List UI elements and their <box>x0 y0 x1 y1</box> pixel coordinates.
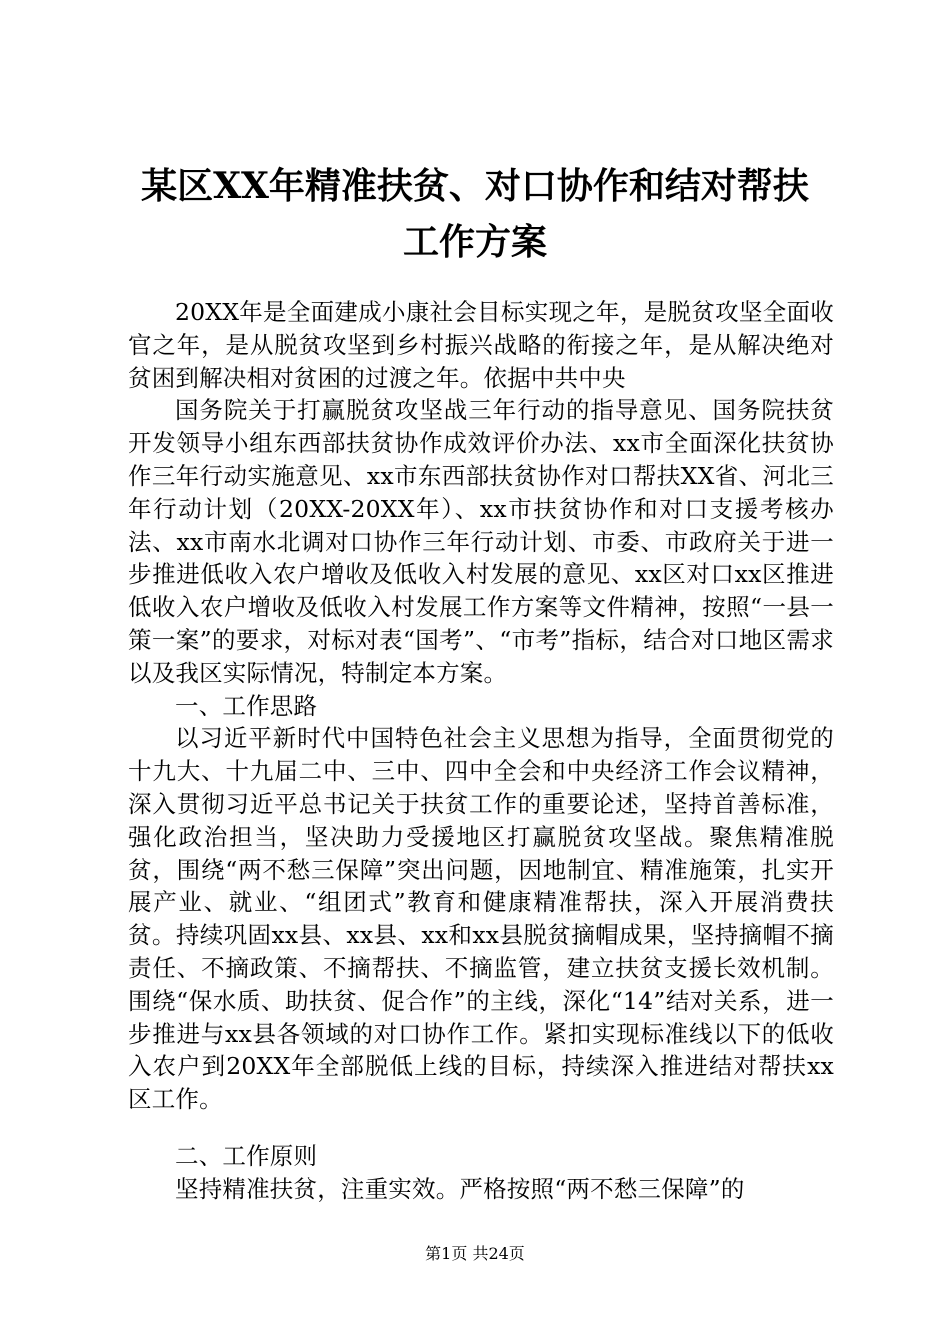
page-number-footer: 第1页 共24页 <box>425 1244 525 1263</box>
paragraph-work-approach: 以习近平新时代中国特色社会主义思想为指导，全面贯彻党的十九大、十九届二中、三中、四中全会和中央经济工作会议精神，深入贯彻习近平总书记关于扶贫工作的重要论述，坚持首善标准，强化政治担当，坚决助力受援地区打赢脱贫攻坚战。聚焦精准脱贫，围绕“两不愁三保障”突出问题，因地制宜、精准施策，扎实开展产业、就业、“组团式”教育和健康精准帮扶，深入开展消费扶贫。持续巩固xx县、xx县、xx和xx县脱贫摘帽成果，坚持摘帽不摘责任、不摘政策、不摘帮扶、不摘监管，建立扶贫支援长效机制。围绕“保水质、助扶贫、促合作”的主线，深化“14”结对关系，进一步推进与xx县各领域的对口协作工作。紧扣实现标准线以下的低收入农户到20XX年全部脱低上线的目标，持续深入推进结对帮扶xx区工作。 <box>128 724 834 1114</box>
paragraph-basis: 国务院关于打赢脱贫攻坚战三年行动的指导意见、国务院扶贫开发领导小组东西部扶贫协作成效评价办法、xx市全面深化扶贫协作三年行动实施意见、xx市东西部扶贫协作对口帮扶XX省、河北三年行动计划（20XX-20XX年）、xx市扶贫协作和对口支援考核办法、xx市南水北调对口协作三年行动计划、市委、市政府关于进一步推进低收入农户增收及低收入村发展的意见、xx区对口xx区推进低收入农户增收及低收入村发展工作方案等文件精神，按照“一县一策一案”的要求，对标对表“国考”、“市考”指标，结合对口地区需求以及我区实际情况，特制定本方案。 <box>128 396 834 687</box>
document-body <box>128 296 834 1206</box>
paragraph-work-principles: 坚持精准扶贫，注重实效。严格按照“两不愁三保障”的 <box>175 1174 745 1203</box>
document-title: 某区XX年精准扶贫、对口协作和结对帮扶工作方案 <box>141 165 809 263</box>
paragraph-intro: 20XX年是全面建成小康社会目标实现之年，是脱贫攻坚全面收官之年，是从脱贫攻坚到乡村振兴战略的衔接之年，是从解决绝对贫困到解决相对贫困的过渡之年。依据中共中央 <box>128 298 834 392</box>
section-heading-work-principles: 二、工作原则 <box>175 1141 318 1170</box>
section-heading-work-approach: 一、工作思路 <box>175 691 318 720</box>
